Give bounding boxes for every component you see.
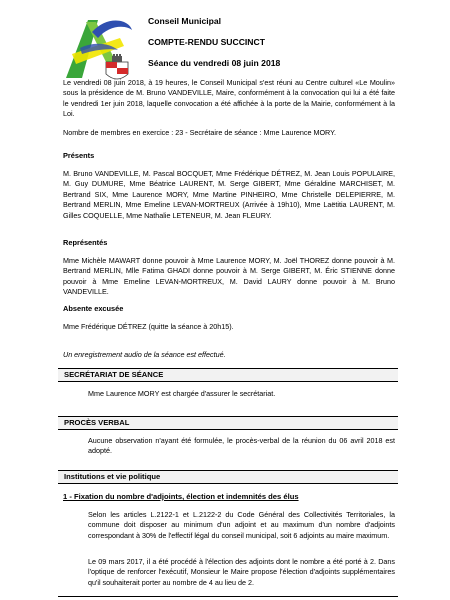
audio-note: Un enregistrement audio de la séance est effectué. <box>63 350 226 359</box>
institutions-paragraph-2: Le 09 mars 2017, il a été procédé à l'élection des adjoints dont le nombre a été porté à 2. Dans l'optique de renforcer l'exécutif, Monsieur le Maire propose l'élection d'adjoints supplémentaires qu'il souhaiterait porter au nombre de 4 au lieu de 2. <box>88 557 395 587</box>
presents-heading: Présents <box>63 151 95 160</box>
represented-heading: Représentés <box>63 238 108 247</box>
secretariat-section-header <box>58 368 398 382</box>
secretariat-title: SECRÉTARIAT DE SÉANCE <box>64 370 164 379</box>
municipal-logo <box>58 8 136 84</box>
minutes-title: PROCÈS VERBAL <box>64 418 130 427</box>
presents-list: M. Bruno VANDEVILLE, M. Pascal BOCQUET, Mme Frédérique DÉTREZ, M. Jean Louis POPULAIRE, M. Guy DUMURE, Mme Béatrice LAURENT, M. Serge GIBERT, Mme Géraldine MARCHISET, M. Bertrand SIX, Mme Laurence MORY, Mme Martine PINHEIRO, Mme Christelle DELEPIERRE, M. Bertrand MERLIN, Mme Emeline LEVAN-MORTREUX (Arrivée à 19h10), Mme Laëtitia LAURENT, M. Gilles COQUELLE, Mme Nathalie LETENEUR, M. Jean FLEURY. <box>63 169 395 220</box>
minutes-section-header <box>58 416 398 430</box>
secretariat-text: Mme Laurence MORY est chargée d'assurer le secrétariat. <box>88 389 276 398</box>
institutions-title: Institutions et vie politique <box>64 472 161 481</box>
represented-list: Mme Michèle MAWART donne pouvoir à Mme Laurence MORY, M. Joël THOREZ donne pouvoir à M. Bertrand MERLIN, Mlle Fatima GHADI donne pouvoir à M. Serge GIBERT, M. Éric STIENNE donne pouvoir à Mme Emeline LEVAN-MORTREUX, M. David LAURY donne pouvoir à M. Bruno VANDEVILLE. <box>63 256 395 297</box>
intro-paragraph: Le vendredi 08 juin 2018, à 19 heures, le Conseil Municipal s'est réuni au Centre culturel «Le Moulin» sous la présidence de M. Bruno VANDEVILLE, Maire, conformément à la convocation qui lui a été faite le vendredi 1er juin 2018, laquelle convocation a été affichée à la porte de la Mairie, conformément à la Loi. <box>63 78 395 119</box>
agenda-item-title: 1 - Fixation du nombre d'adjoints, élection et indemnités des élus <box>63 492 299 501</box>
document-type: COMPTE-RENDU SUCCINCT <box>148 37 265 47</box>
org-name: Conseil Municipal <box>148 16 222 26</box>
absent-text: Mme Frédérique DÉTREZ (quitte la séance à 20h15). <box>63 322 234 331</box>
institutions-paragraph-1: Selon les articles L.2122-1 et L.2122-2 du Code Général des Collectivités Territoriales, la commune doit disposer au minimum d'un adjoint et au maximum d'un nombre d'adjoints correspondant à 30% de l'effectif légal du conseil municipal, soit 6 adjoints au maire maximum. <box>88 510 395 540</box>
minutes-text: Aucune observation n'ayant été formulée, le procès-verbal de la réunion du 06 avril 2018 est adopté. <box>88 436 395 456</box>
absent-heading: Absente excusée <box>63 304 124 313</box>
session-date: Séance du vendredi 08 juin 2018 <box>148 58 281 68</box>
page-bottom-rule <box>58 596 398 597</box>
institutions-section-header <box>58 470 398 484</box>
members-count: Nombre de membres en exercice : 23 - Secrétaire de séance : Mme Laurence MORY. <box>63 128 336 137</box>
